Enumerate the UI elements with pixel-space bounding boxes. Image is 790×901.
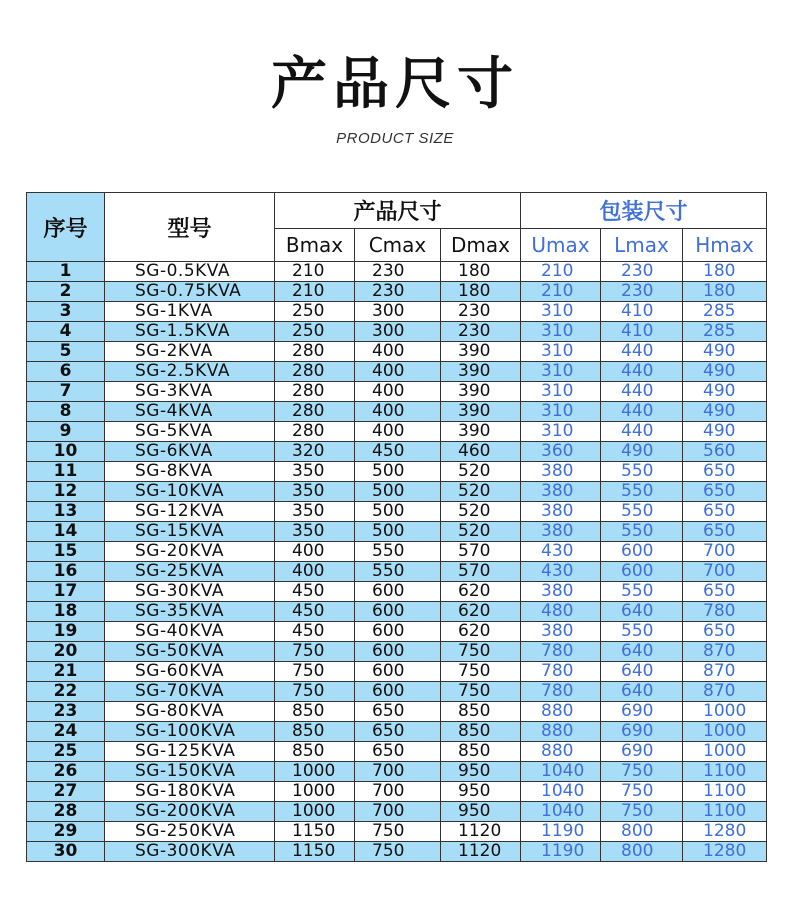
cell-umax: 480 [521, 602, 601, 622]
cell-umax: 1190 [521, 822, 601, 842]
row-model: SG-4KVA [105, 402, 275, 422]
table-row [27, 322, 767, 342]
cell-bmax: 350 [275, 462, 355, 482]
cell-umax: 210 [521, 282, 601, 302]
cell-bmax: 450 [275, 622, 355, 642]
header-index: 序号 [27, 193, 105, 262]
cell-cmax: 230 [355, 282, 441, 302]
cell-hmax: 1000 [683, 722, 767, 742]
cell-hmax: 1100 [683, 802, 767, 822]
cell-dmax: 750 [441, 682, 521, 702]
row-model: SG-5KVA [105, 422, 275, 442]
cell-bmax: 350 [275, 502, 355, 522]
cell-lmax: 410 [601, 302, 683, 322]
cell-umax: 780 [521, 682, 601, 702]
row-index: 24 [27, 722, 105, 742]
cell-umax: 430 [521, 562, 601, 582]
cell-dmax: 230 [441, 322, 521, 342]
header-cmax: Cmax [355, 229, 441, 262]
cell-cmax: 400 [355, 362, 441, 382]
cell-lmax: 690 [601, 742, 683, 762]
cell-umax: 310 [521, 362, 601, 382]
cell-dmax: 1120 [441, 822, 521, 842]
cell-dmax: 950 [441, 782, 521, 802]
row-model: SG-2.5KVA [105, 362, 275, 382]
header-model: 型号 [105, 193, 275, 262]
cell-hmax: 285 [683, 322, 767, 342]
cell-cmax: 500 [355, 522, 441, 542]
header-lmax: Lmax [601, 229, 683, 262]
cell-umax: 780 [521, 662, 601, 682]
cell-lmax: 410 [601, 322, 683, 342]
cell-dmax: 850 [441, 722, 521, 742]
table-row [27, 582, 767, 602]
table-row [27, 402, 767, 422]
cell-dmax: 520 [441, 462, 521, 482]
row-model: SG-0.5KVA [105, 262, 275, 282]
cell-cmax: 400 [355, 382, 441, 402]
table-row [27, 702, 767, 722]
cell-bmax: 1000 [275, 802, 355, 822]
row-index: 19 [27, 622, 105, 642]
cell-bmax: 850 [275, 722, 355, 742]
cell-bmax: 400 [275, 542, 355, 562]
cell-lmax: 440 [601, 382, 683, 402]
table-row [27, 502, 767, 522]
row-index: 29 [27, 822, 105, 842]
cell-cmax: 700 [355, 762, 441, 782]
cell-lmax: 550 [601, 502, 683, 522]
row-index: 10 [27, 442, 105, 462]
cell-umax: 380 [521, 462, 601, 482]
cell-dmax: 850 [441, 702, 521, 722]
row-index: 21 [27, 662, 105, 682]
cell-lmax: 640 [601, 602, 683, 622]
cell-hmax: 1000 [683, 742, 767, 762]
cell-umax: 380 [521, 482, 601, 502]
cell-dmax: 520 [441, 522, 521, 542]
cell-dmax: 390 [441, 422, 521, 442]
cell-hmax: 650 [683, 582, 767, 602]
cell-dmax: 520 [441, 482, 521, 502]
cell-dmax: 570 [441, 562, 521, 582]
row-index: 28 [27, 802, 105, 822]
row-model: SG-150KVA [105, 762, 275, 782]
cell-hmax: 1000 [683, 702, 767, 722]
cell-bmax: 450 [275, 602, 355, 622]
cell-cmax: 600 [355, 582, 441, 602]
cell-umax: 1190 [521, 842, 601, 862]
cell-dmax: 620 [441, 622, 521, 642]
cell-umax: 210 [521, 262, 601, 282]
cell-cmax: 400 [355, 422, 441, 442]
row-index: 16 [27, 562, 105, 582]
cell-lmax: 750 [601, 802, 683, 822]
row-model: SG-250KVA [105, 822, 275, 842]
table-row [27, 302, 767, 322]
table-row [27, 262, 767, 282]
table-row [27, 622, 767, 642]
cell-bmax: 250 [275, 302, 355, 322]
cell-bmax: 1000 [275, 782, 355, 802]
cell-hmax: 870 [683, 642, 767, 662]
cell-hmax: 490 [683, 342, 767, 362]
row-model: SG-15KVA [105, 522, 275, 542]
cell-dmax: 460 [441, 442, 521, 462]
row-model: SG-60KVA [105, 662, 275, 682]
cell-umax: 380 [521, 522, 601, 542]
cell-hmax: 490 [683, 382, 767, 402]
table-row [27, 422, 767, 442]
row-model: SG-20KVA [105, 542, 275, 562]
cell-lmax: 640 [601, 642, 683, 662]
row-model: SG-50KVA [105, 642, 275, 662]
cell-bmax: 1150 [275, 842, 355, 862]
row-model: SG-6KVA [105, 442, 275, 462]
row-index: 18 [27, 602, 105, 622]
cell-dmax: 750 [441, 642, 521, 662]
cell-bmax: 850 [275, 742, 355, 762]
cell-bmax: 350 [275, 482, 355, 502]
cell-hmax: 870 [683, 682, 767, 702]
cell-umax: 780 [521, 642, 601, 662]
row-model: SG-70KVA [105, 682, 275, 702]
cell-umax: 380 [521, 622, 601, 642]
cell-lmax: 600 [601, 562, 683, 582]
cell-hmax: 490 [683, 422, 767, 442]
cell-umax: 380 [521, 502, 601, 522]
cell-umax: 310 [521, 422, 601, 442]
row-model: SG-35KVA [105, 602, 275, 622]
row-index: 2 [27, 282, 105, 302]
header-hmax: Hmax [683, 229, 767, 262]
table-row [27, 722, 767, 742]
cell-dmax: 390 [441, 362, 521, 382]
cell-dmax: 180 [441, 262, 521, 282]
cell-lmax: 750 [601, 782, 683, 802]
table-row [27, 802, 767, 822]
cell-umax: 310 [521, 382, 601, 402]
row-model: SG-12KVA [105, 502, 275, 522]
cell-dmax: 1120 [441, 842, 521, 862]
cell-hmax: 650 [683, 622, 767, 642]
cell-lmax: 440 [601, 422, 683, 442]
row-index: 26 [27, 762, 105, 782]
cell-cmax: 600 [355, 662, 441, 682]
cell-hmax: 490 [683, 402, 767, 422]
cell-dmax: 520 [441, 502, 521, 522]
cell-lmax: 440 [601, 402, 683, 422]
cell-lmax: 230 [601, 262, 683, 282]
cell-lmax: 490 [601, 442, 683, 462]
cell-cmax: 400 [355, 402, 441, 422]
cell-cmax: 600 [355, 602, 441, 622]
cell-bmax: 750 [275, 662, 355, 682]
row-index: 13 [27, 502, 105, 522]
row-model: SG-10KVA [105, 482, 275, 502]
cell-umax: 310 [521, 322, 601, 342]
cell-hmax: 650 [683, 462, 767, 482]
header-dmax: Dmax [441, 229, 521, 262]
cell-hmax: 870 [683, 662, 767, 682]
row-index: 7 [27, 382, 105, 402]
row-model: SG-8KVA [105, 462, 275, 482]
cell-umax: 310 [521, 302, 601, 322]
row-model: SG-25KVA [105, 562, 275, 582]
cell-bmax: 250 [275, 322, 355, 342]
cell-cmax: 700 [355, 802, 441, 822]
table-row [27, 682, 767, 702]
cell-cmax: 650 [355, 742, 441, 762]
cell-cmax: 230 [355, 262, 441, 282]
row-model: SG-0.75KVA [105, 282, 275, 302]
cell-dmax: 180 [441, 282, 521, 302]
cell-umax: 430 [521, 542, 601, 562]
cell-dmax: 390 [441, 402, 521, 422]
cell-lmax: 440 [601, 362, 683, 382]
cell-cmax: 300 [355, 322, 441, 342]
cell-bmax: 280 [275, 382, 355, 402]
cell-cmax: 500 [355, 462, 441, 482]
row-index: 3 [27, 302, 105, 322]
table-row [27, 462, 767, 482]
row-index: 15 [27, 542, 105, 562]
cell-lmax: 600 [601, 542, 683, 562]
cell-umax: 1040 [521, 802, 601, 822]
cell-hmax: 180 [683, 262, 767, 282]
cell-hmax: 650 [683, 522, 767, 542]
cell-bmax: 210 [275, 282, 355, 302]
cell-hmax: 1280 [683, 842, 767, 862]
table-row [27, 562, 767, 582]
table-row [27, 642, 767, 662]
cell-hmax: 560 [683, 442, 767, 462]
size-table [26, 192, 767, 862]
table-row [27, 382, 767, 402]
cell-lmax: 640 [601, 662, 683, 682]
cell-cmax: 750 [355, 842, 441, 862]
cell-hmax: 1280 [683, 822, 767, 842]
row-index: 22 [27, 682, 105, 702]
cell-hmax: 650 [683, 482, 767, 502]
cell-umax: 880 [521, 722, 601, 742]
cell-bmax: 210 [275, 262, 355, 282]
page-title: 产品尺寸 [271, 52, 519, 117]
table-row [27, 822, 767, 842]
row-index: 11 [27, 462, 105, 482]
cell-dmax: 620 [441, 602, 521, 622]
cell-hmax: 700 [683, 562, 767, 582]
table-row [27, 842, 767, 862]
cell-cmax: 600 [355, 622, 441, 642]
cell-umax: 310 [521, 342, 601, 362]
cell-bmax: 350 [275, 522, 355, 542]
row-index: 9 [27, 422, 105, 442]
cell-dmax: 850 [441, 742, 521, 762]
table-row [27, 662, 767, 682]
cell-lmax: 750 [601, 762, 683, 782]
row-model: SG-30KVA [105, 582, 275, 602]
row-index: 30 [27, 842, 105, 862]
cell-hmax: 1100 [683, 762, 767, 782]
cell-dmax: 570 [441, 542, 521, 562]
cell-cmax: 300 [355, 302, 441, 322]
cell-bmax: 400 [275, 562, 355, 582]
cell-cmax: 700 [355, 782, 441, 802]
cell-lmax: 550 [601, 522, 683, 542]
cell-hmax: 650 [683, 502, 767, 522]
cell-umax: 310 [521, 402, 601, 422]
cell-lmax: 550 [601, 582, 683, 602]
row-index: 5 [27, 342, 105, 362]
cell-lmax: 550 [601, 462, 683, 482]
row-model: SG-300KVA [105, 842, 275, 862]
row-model: SG-2KVA [105, 342, 275, 362]
cell-cmax: 500 [355, 502, 441, 522]
cell-bmax: 280 [275, 362, 355, 382]
cell-cmax: 400 [355, 342, 441, 362]
cell-umax: 380 [521, 582, 601, 602]
row-index: 4 [27, 322, 105, 342]
cell-bmax: 280 [275, 402, 355, 422]
cell-hmax: 1100 [683, 782, 767, 802]
cell-cmax: 550 [355, 542, 441, 562]
cell-hmax: 490 [683, 362, 767, 382]
cell-cmax: 600 [355, 682, 441, 702]
cell-lmax: 800 [601, 822, 683, 842]
row-index: 23 [27, 702, 105, 722]
table-row [27, 522, 767, 542]
row-index: 8 [27, 402, 105, 422]
table-row [27, 762, 767, 782]
cell-lmax: 800 [601, 842, 683, 862]
header-product-size: 产品尺寸 [275, 193, 521, 229]
cell-cmax: 600 [355, 642, 441, 662]
cell-dmax: 750 [441, 662, 521, 682]
header-bmax: Bmax [275, 229, 355, 262]
cell-bmax: 750 [275, 642, 355, 662]
cell-dmax: 390 [441, 382, 521, 402]
row-model: SG-125KVA [105, 742, 275, 762]
table-row [27, 282, 767, 302]
row-model: SG-100KVA [105, 722, 275, 742]
cell-dmax: 390 [441, 342, 521, 362]
cell-hmax: 180 [683, 282, 767, 302]
row-index: 25 [27, 742, 105, 762]
cell-bmax: 280 [275, 342, 355, 362]
cell-bmax: 280 [275, 422, 355, 442]
cell-hmax: 780 [683, 602, 767, 622]
cell-umax: 1040 [521, 782, 601, 802]
cell-lmax: 550 [601, 482, 683, 502]
cell-cmax: 500 [355, 482, 441, 502]
cell-bmax: 850 [275, 702, 355, 722]
cell-cmax: 750 [355, 822, 441, 842]
cell-bmax: 1150 [275, 822, 355, 842]
header-package-size: 包装尺寸 [521, 193, 767, 229]
table-row [27, 742, 767, 762]
row-index: 17 [27, 582, 105, 602]
page-subtitle: PRODUCT SIZE [336, 130, 454, 147]
row-index: 12 [27, 482, 105, 502]
cell-lmax: 550 [601, 622, 683, 642]
cell-hmax: 285 [683, 302, 767, 322]
cell-bmax: 320 [275, 442, 355, 462]
cell-cmax: 550 [355, 562, 441, 582]
row-index: 1 [27, 262, 105, 282]
table-row [27, 362, 767, 382]
row-model: SG-1.5KVA [105, 322, 275, 342]
cell-bmax: 750 [275, 682, 355, 702]
cell-cmax: 450 [355, 442, 441, 462]
row-model: SG-200KVA [105, 802, 275, 822]
row-index: 14 [27, 522, 105, 542]
table-row [27, 342, 767, 362]
row-model: SG-1KVA [105, 302, 275, 322]
cell-cmax: 650 [355, 702, 441, 722]
row-index: 20 [27, 642, 105, 662]
cell-umax: 1040 [521, 762, 601, 782]
cell-umax: 880 [521, 742, 601, 762]
cell-lmax: 440 [601, 342, 683, 362]
cell-dmax: 230 [441, 302, 521, 322]
row-model: SG-180KVA [105, 782, 275, 802]
cell-lmax: 690 [601, 722, 683, 742]
cell-lmax: 230 [601, 282, 683, 302]
table-row [27, 782, 767, 802]
cell-lmax: 640 [601, 682, 683, 702]
table-row [27, 542, 767, 562]
table-row [27, 442, 767, 462]
cell-bmax: 450 [275, 582, 355, 602]
cell-hmax: 700 [683, 542, 767, 562]
cell-cmax: 650 [355, 722, 441, 742]
cell-umax: 880 [521, 702, 601, 722]
cell-umax: 360 [521, 442, 601, 462]
cell-lmax: 690 [601, 702, 683, 722]
table-row [27, 482, 767, 502]
row-index: 27 [27, 782, 105, 802]
cell-dmax: 950 [441, 762, 521, 782]
row-index: 6 [27, 362, 105, 382]
cell-bmax: 1000 [275, 762, 355, 782]
cell-dmax: 620 [441, 582, 521, 602]
row-model: SG-3KVA [105, 382, 275, 402]
row-model: SG-80KVA [105, 702, 275, 722]
cell-dmax: 950 [441, 802, 521, 822]
table-row [27, 602, 767, 622]
header-umax: Umax [521, 229, 601, 262]
row-model: SG-40KVA [105, 622, 275, 642]
